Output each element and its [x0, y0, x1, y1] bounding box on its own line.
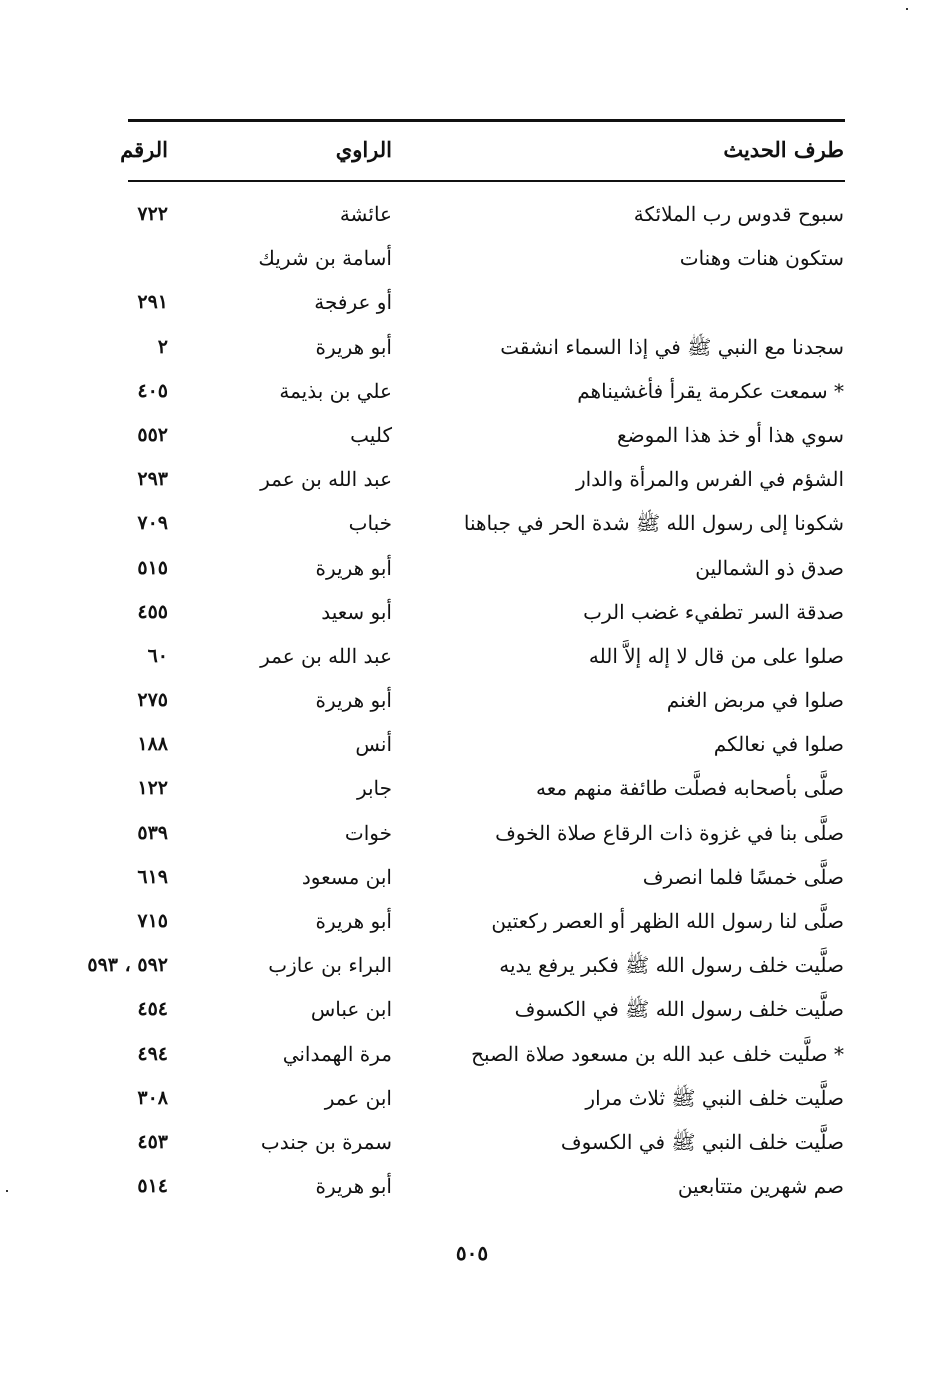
- table-row: [0, 369, 944, 413]
- hadith-number: ٥٥٢: [137, 423, 168, 446]
- hadith-number: ٥١٥: [137, 556, 168, 579]
- table-row: [0, 280, 944, 324]
- hadith-number: ٧١٥: [137, 910, 168, 932]
- table-row: [0, 943, 944, 987]
- hadith-number: ١٨٨: [137, 733, 168, 756]
- hadith-number: ٥١٤: [137, 1175, 168, 1198]
- header-number: الرقم: [120, 137, 168, 162]
- hadith-number: ٤٥٥: [137, 600, 168, 623]
- hadith-number: ٧٠٩: [137, 512, 168, 535]
- hadith-text: * صلَّيت خلف عبد الله بن مسعود صلاة الصبح: [471, 1041, 844, 1066]
- header-rule: [128, 180, 845, 182]
- narrator-name: كليب: [350, 422, 392, 447]
- hadith-text: صلوا في نعالكم: [713, 732, 844, 757]
- hadith-text: صلَّى خمسًا فلما انصرف: [642, 864, 844, 889]
- header-hadith: طرف الحديث: [723, 137, 844, 162]
- hadith-text: صلَّيت خلف النبي ﷺ ثلاث مرار: [585, 1085, 844, 1110]
- hadith-text: صلوا في مربض الغنم: [666, 688, 844, 713]
- narrator-name: ابن عباس: [310, 997, 392, 1022]
- narrator-name: أسامة بن شريك: [258, 246, 392, 271]
- narrator-name: عائشة: [339, 202, 392, 226]
- narrator-name: أبو هريرة: [315, 334, 392, 359]
- hadith-text: صلَّيت خلف رسول الله ﷺ في الكسوف: [514, 997, 844, 1022]
- hadith-number: ٣٠٨: [137, 1086, 168, 1109]
- hadith-text: * سمعت عكرمة يقرأ فأغشيناهم: [577, 378, 844, 403]
- narrator-name: ابن مسعود: [301, 864, 392, 889]
- narrator-name: علي بن بذيمة: [279, 378, 392, 403]
- narrator-name: أبو هريرة: [315, 909, 392, 933]
- narrator-name: البراء بن عازب: [268, 953, 392, 978]
- hadith-text: صدقة السر تطفيء غضب الرب: [583, 599, 844, 624]
- hadith-number: ٦١٩: [137, 865, 168, 888]
- table-row: [0, 1032, 944, 1076]
- narrator-name: أبو هريرة: [315, 555, 392, 580]
- hadith-text: صدق ذو الشمالين: [695, 555, 844, 580]
- table-row: [0, 855, 944, 899]
- table-row: [0, 413, 944, 457]
- hadith-text: صلَّى بأصحابه فصلَّت طائفة منهم معه: [536, 776, 844, 801]
- narrator-name: ابن عمر: [324, 1085, 392, 1110]
- table-row: [0, 634, 944, 678]
- scan-speck: [906, 8, 908, 10]
- hadith-number: ٧٢٢: [137, 203, 168, 225]
- hadith-number: ٤٩٤: [137, 1042, 168, 1065]
- hadith-text: صلَّيت خلف رسول الله ﷺ فكبر يرفع يديه: [499, 953, 844, 978]
- narrator-name: أو عرفجة: [314, 290, 392, 315]
- narrator-name: عبد الله بن عمر: [260, 467, 392, 492]
- table-row: [0, 811, 944, 855]
- hadith-text: سجدنا مع النبي ﷺ في إذا السماء انشقت: [500, 334, 844, 359]
- table-row: [0, 501, 944, 545]
- narrator-name: عبد الله بن عمر: [260, 643, 392, 668]
- hadith-text: صلَّى بنا في غزوة ذات الرقاع صلاة الخوف: [495, 820, 844, 845]
- narrator-name: أبو هريرة: [315, 688, 392, 713]
- narrator-name: مرة الهمداني: [282, 1041, 392, 1066]
- table-row: [0, 1076, 944, 1120]
- hadith-number: ٢٩١: [137, 291, 168, 314]
- table-body: [0, 192, 944, 1208]
- hadith-text: شكونا إلى رسول الله ﷺ شدة الحر في جباهنا: [463, 511, 844, 536]
- narrator-name: أبو سعيد: [321, 599, 392, 624]
- hadith-text: صلوا على من قال لا إله إلاَّ الله: [588, 643, 844, 668]
- table-row: [0, 1164, 944, 1208]
- scan-speck: [6, 1190, 8, 1192]
- hadith-text: صم شهرين متتابعين: [677, 1174, 844, 1199]
- table-row: [0, 546, 944, 590]
- hadith-number: ٢٩٣: [137, 468, 168, 491]
- hadith-number: ٢٧٥: [137, 689, 168, 712]
- table-header: [0, 128, 944, 172]
- page-number: ٥٠٥: [455, 1241, 489, 1265]
- table-row: [0, 722, 944, 766]
- table-row: [0, 590, 944, 634]
- hadith-text: سبوح قدوس رب الملائكة: [633, 202, 844, 226]
- top-rule: [128, 119, 845, 122]
- table-row: [0, 236, 944, 280]
- hadith-number: ٤٥٤: [137, 998, 168, 1021]
- table-row: [0, 766, 944, 810]
- table-row: [0, 192, 944, 236]
- hadith-number: ٤٠٥: [137, 379, 168, 402]
- hadith-number: ٦٠: [147, 644, 168, 667]
- hadith-number: ٥٩٢ ، ٥٩٣: [87, 954, 168, 977]
- hadith-text: الشؤم في الفرس والمرأة والدار: [575, 467, 844, 492]
- narrator-name: خباب: [348, 511, 392, 536]
- table-row: [0, 899, 944, 943]
- table-row: [0, 457, 944, 501]
- narrator-name: خوات: [344, 820, 392, 845]
- hadith-text: ستكون هنات وهنات: [679, 246, 844, 271]
- hadith-number: ١٢٢: [137, 777, 168, 800]
- hadith-number: ٢: [157, 335, 168, 358]
- hadith-number: ٥٣٩: [137, 821, 168, 844]
- narrator-name: جابر: [356, 776, 392, 801]
- header-rawi: الراوي: [335, 137, 392, 162]
- table-row: [0, 678, 944, 722]
- table-row: [0, 325, 944, 369]
- narrator-name: أبو هريرة: [315, 1174, 392, 1199]
- hadith-text: سوي هذا أو خذ هذا الموضع: [617, 422, 844, 447]
- table-row: [0, 1120, 944, 1164]
- hadith-text: صلَّيت خلف النبي ﷺ في الكسوف: [560, 1129, 844, 1154]
- hadith-number: ٤٥٣: [137, 1130, 168, 1153]
- narrator-name: أنس: [355, 732, 392, 757]
- narrator-name: سمرة بن جندب: [260, 1129, 392, 1154]
- table-row: [0, 987, 944, 1031]
- hadith-text: صلَّى لنا رسول الله الظهر أو العصر ركعتين: [491, 909, 844, 933]
